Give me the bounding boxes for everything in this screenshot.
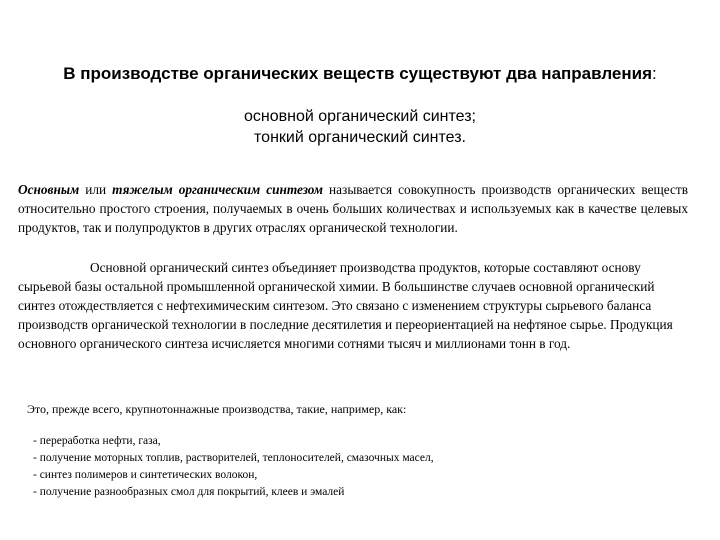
definition-paragraph xyxy=(18,180,688,237)
list-item: - переработка нефти, газа, xyxy=(33,435,161,447)
list-item: - получение разнообразных смол для покрытий, клеев и эмалей xyxy=(33,486,345,498)
definition-text: называется совокупность производств органических веществ относительно простого строения, получаемых в очень больших количествах и используемых как в качестве целевых продуктов, так и полупродуктов в других отраслях органической технологии. xyxy=(18,182,688,235)
list-item: - получение моторных топлив, растворителей, теплоносителей, смазочных масел, xyxy=(33,452,434,464)
examples-list xyxy=(33,433,434,501)
term-basic: Основным xyxy=(18,182,80,197)
term-heavy-synthesis: тяжелым органическим синтезом xyxy=(112,182,324,197)
explanation-paragraph xyxy=(18,258,688,353)
directions-list xyxy=(0,106,720,148)
heading-text: В производстве органических веществ существуют два направления xyxy=(63,64,653,83)
explanation-text: Основной органический синтез объединяет производства продуктов, которые составляют основу сырьевой базы остальной промышленной органической химии. В большинстве случаев основной органический синтез отождествляется с нефтехимическим синтезом. Это связано с изменением структуры сырьевого баланса производств органической технологии в последние десятилетия и переориентацией на нефтяное сырье. Продукция основного органического синтеза исчисляется многими сотнями тысяч и миллионами тонн в год. xyxy=(18,260,673,351)
term-conjunction: или xyxy=(79,182,113,197)
direction-item: тонкий органический синтез. xyxy=(254,129,466,146)
direction-item: основной органический синтез; xyxy=(243,108,476,125)
heading-colon: : xyxy=(652,64,657,83)
list-item: - синтез полимеров и синтетических волокон, xyxy=(33,469,258,481)
slide-heading xyxy=(0,63,720,85)
examples-intro: Это, прежде всего, крупнотоннажные производства, такие, например, как: xyxy=(27,402,407,416)
